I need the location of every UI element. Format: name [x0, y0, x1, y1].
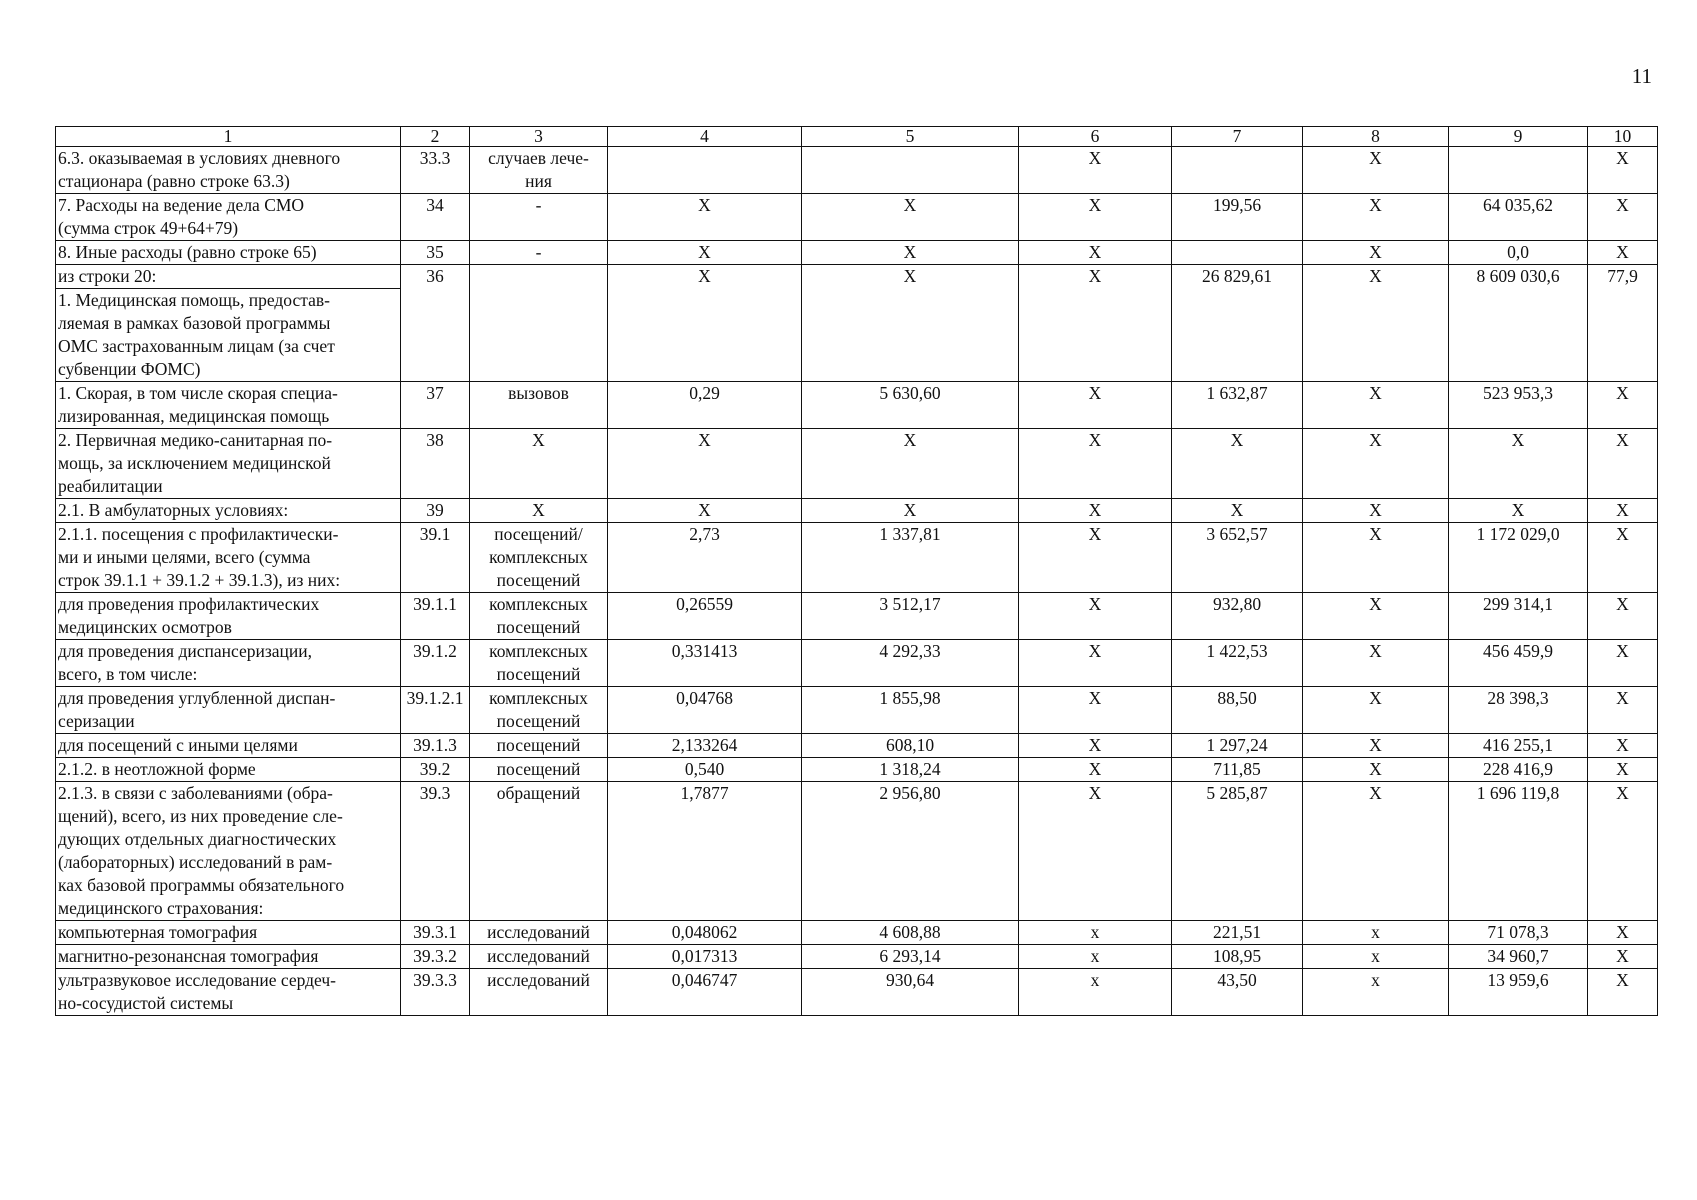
unit-cell [470, 265, 608, 289]
col10-value-cell: X [1588, 782, 1658, 921]
row-code-cell: 39.1.2 [401, 640, 470, 687]
col5-value-cell: X [802, 429, 1019, 499]
col10-value-cell: X [1588, 382, 1658, 429]
row-code-cell [401, 289, 470, 382]
unit-cell [470, 758, 608, 782]
col8-value-cell: X [1303, 687, 1449, 734]
col8-value-cell: X [1303, 782, 1449, 921]
col5-value-cell: 5 630,60 [802, 382, 1019, 429]
row-name-cell [56, 194, 401, 241]
row-name-cell [56, 241, 401, 265]
col5-value-cell: 930,64 [802, 969, 1019, 1016]
row-code-cell: 39.2 [401, 758, 470, 782]
unit-line: посещений [496, 735, 581, 755]
row-name-line: реабилитации [58, 476, 163, 496]
row-code-cell: 39.3.1 [401, 921, 470, 945]
unit-line: комплексных [489, 547, 588, 567]
col6-value-cell: X [1019, 499, 1172, 523]
col4-value-cell: X [608, 429, 802, 499]
row-code-cell: 39.3 [401, 782, 470, 921]
row-name-line: мощь, за исключением медицинской [58, 453, 331, 473]
col8-value-cell: x [1303, 969, 1449, 1016]
col6-value-cell: X [1019, 429, 1172, 499]
row-name-line: 6.3. оказываемая в условиях дневного [58, 148, 341, 168]
unit-line: случаев лече- [488, 148, 589, 168]
table-row [56, 241, 1658, 265]
row-name-line: ляемая в рамках базовой программы [58, 313, 331, 333]
row-name-line: 8. Иные расходы (равно строке 65) [58, 242, 317, 262]
unit-cell [470, 640, 608, 687]
col6-value-cell: X [1019, 782, 1172, 921]
unit-cell [470, 734, 608, 758]
col7-value-cell: 43,50 [1172, 969, 1303, 1016]
row-name-cell [56, 289, 401, 382]
col4-value-cell: X [608, 265, 802, 289]
row-name-cell [56, 945, 401, 969]
col6-value-cell: X [1019, 640, 1172, 687]
unit-line: - [535, 195, 542, 215]
col6-value-cell: X [1019, 734, 1172, 758]
data-table [55, 126, 1658, 1016]
col7-value-cell: 199,56 [1172, 194, 1303, 241]
col9-value-cell: X [1449, 499, 1588, 523]
col4-value-cell: X [608, 499, 802, 523]
col7-value-cell: X [1172, 499, 1303, 523]
row-name-cell [56, 523, 401, 593]
unit-line: посещений/ [494, 524, 583, 544]
row-name-line: 2.1. В амбулаторных условиях: [58, 500, 289, 520]
col9-value-cell: 228 416,9 [1449, 758, 1588, 782]
col8-value-cell: X [1303, 241, 1449, 265]
col6-value-cell: X [1019, 265, 1172, 289]
row-name-line: из строки 20: [58, 266, 157, 286]
col9-value-cell: 71 078,3 [1449, 921, 1588, 945]
col9-value-cell: X [1449, 429, 1588, 499]
col8-value-cell: X [1303, 593, 1449, 640]
col6-value-cell: X [1019, 194, 1172, 241]
row-name-line: 2. Первичная медико-санитарная по- [58, 430, 333, 450]
col4-value-cell: 0,29 [608, 382, 802, 429]
col8-value-cell: X [1303, 523, 1449, 593]
data-table-container [55, 126, 1657, 1016]
table-row [56, 194, 1658, 241]
col9-value-cell: 456 459,9 [1449, 640, 1588, 687]
table-row [56, 640, 1658, 687]
unit-cell [470, 499, 608, 523]
table-row [56, 969, 1658, 1016]
row-name-cell [56, 969, 401, 1016]
unit-cell [470, 194, 608, 241]
col10-value-cell: X [1588, 945, 1658, 969]
row-name-cell [56, 687, 401, 734]
row-name-line: ультразвуковое исследование сердеч- [58, 970, 336, 990]
col5-value-cell: 1 855,98 [802, 687, 1019, 734]
col10-value-cell: X [1588, 921, 1658, 945]
table-row [56, 499, 1658, 523]
row-code-cell: 39.1.3 [401, 734, 470, 758]
row-name-line: строк 39.1.1 + 39.1.2 + 39.1.3), из них: [58, 570, 341, 590]
col5-value-cell: 4 292,33 [802, 640, 1019, 687]
table-row [56, 782, 1658, 921]
col9-value-cell: 1 172 029,0 [1449, 523, 1588, 593]
col5-value-cell [802, 289, 1019, 382]
col8-value-cell: X [1303, 758, 1449, 782]
col7-value-cell: 5 285,87 [1172, 782, 1303, 921]
unit-line: посещений [496, 664, 581, 684]
col8-value-cell: X [1303, 640, 1449, 687]
table-row [56, 687, 1658, 734]
column-header: 4 [608, 127, 802, 147]
unit-cell [470, 593, 608, 640]
col10-value-cell: 77,9 [1588, 265, 1658, 289]
col10-value-cell: X [1588, 429, 1658, 499]
unit-cell [470, 969, 608, 1016]
page-number: 11 [1631, 64, 1652, 88]
table-row [56, 734, 1658, 758]
unit-line: исследований [487, 922, 590, 942]
col6-value-cell: X [1019, 758, 1172, 782]
col7-value-cell [1172, 289, 1303, 382]
unit-cell [470, 147, 608, 194]
col8-value-cell: X [1303, 265, 1449, 289]
col8-value-cell: X [1303, 734, 1449, 758]
unit-line: комплексных [489, 688, 588, 708]
col9-value-cell: 28 398,3 [1449, 687, 1588, 734]
table-header-row [56, 127, 1658, 147]
col7-value-cell [1172, 147, 1303, 194]
row-name-cell [56, 499, 401, 523]
row-name-line: лизированная, медицинская помощь [58, 406, 330, 426]
col4-value-cell: 0,26559 [608, 593, 802, 640]
col9-value-cell [1449, 147, 1588, 194]
row-name-cell [56, 758, 401, 782]
col7-value-cell: 26 829,61 [1172, 265, 1303, 289]
unit-line: обращений [496, 783, 581, 803]
unit-line: посещений [496, 759, 581, 779]
row-code-cell: 35 [401, 241, 470, 265]
unit-line: посещений [496, 617, 581, 637]
col9-value-cell: 64 035,62 [1449, 194, 1588, 241]
row-name-line: ОМС застрахованным лицам (за счет [58, 336, 335, 356]
col10-value-cell: X [1588, 241, 1658, 265]
column-header: 10 [1588, 127, 1658, 147]
row-name-line: 7. Расходы на ведение дела СМО [58, 195, 305, 215]
row-name-line: 2.1.3. в связи с заболеваниями (обра- [58, 783, 333, 803]
col5-value-cell [802, 147, 1019, 194]
col6-value-cell: X [1019, 147, 1172, 194]
col8-value-cell: X [1303, 147, 1449, 194]
unit-cell [470, 687, 608, 734]
column-header: 2 [401, 127, 470, 147]
col5-value-cell: 1 337,81 [802, 523, 1019, 593]
col7-value-cell [1172, 241, 1303, 265]
col5-value-cell: 2 956,80 [802, 782, 1019, 921]
table-row [56, 289, 1658, 382]
col9-value-cell: 8 609 030,6 [1449, 265, 1588, 289]
col8-value-cell: x [1303, 921, 1449, 945]
row-code-cell: 34 [401, 194, 470, 241]
col6-value-cell [1019, 289, 1172, 382]
row-name-line: 2.1.1. посещения с профилактически- [58, 524, 339, 544]
col8-value-cell: X [1303, 429, 1449, 499]
row-name-line: стационара (равно строке 63.3) [58, 171, 290, 191]
col6-value-cell: x [1019, 945, 1172, 969]
col7-value-cell: 711,85 [1172, 758, 1303, 782]
col7-value-cell: 221,51 [1172, 921, 1303, 945]
col10-value-cell: X [1588, 499, 1658, 523]
row-name-line: но-сосудистой системы [58, 993, 234, 1013]
col6-value-cell: X [1019, 241, 1172, 265]
column-header: 5 [802, 127, 1019, 147]
col7-value-cell: 1 632,87 [1172, 382, 1303, 429]
row-name-cell [56, 382, 401, 429]
row-name-cell [56, 734, 401, 758]
table-row [56, 921, 1658, 945]
row-name-line: (лабораторных) исследований в рам- [58, 852, 333, 872]
row-name-cell [56, 593, 401, 640]
table-row [56, 147, 1658, 194]
col5-value-cell: 6 293,14 [802, 945, 1019, 969]
row-code-cell: 39.3.3 [401, 969, 470, 1016]
col10-value-cell: X [1588, 194, 1658, 241]
col7-value-cell: 1 297,24 [1172, 734, 1303, 758]
row-name-cell [56, 921, 401, 945]
row-code-cell: 39.1.1 [401, 593, 470, 640]
col6-value-cell: x [1019, 921, 1172, 945]
row-name-line: для проведения профилактических [58, 594, 320, 614]
col9-value-cell: 1 696 119,8 [1449, 782, 1588, 921]
unit-line: комплексных [489, 641, 588, 661]
row-name-line: всего, в том числе: [58, 664, 198, 684]
table-row [56, 382, 1658, 429]
row-name-line: медицинских осмотров [58, 617, 232, 637]
col5-value-cell: 3 512,17 [802, 593, 1019, 640]
col4-value-cell: 0,540 [608, 758, 802, 782]
col7-value-cell: 1 422,53 [1172, 640, 1303, 687]
col10-value-cell: X [1588, 523, 1658, 593]
unit-cell [470, 523, 608, 593]
col7-value-cell: X [1172, 429, 1303, 499]
row-code-cell: 33.3 [401, 147, 470, 194]
table-row [56, 523, 1658, 593]
col4-value-cell: 0,046747 [608, 969, 802, 1016]
col9-value-cell [1449, 289, 1588, 382]
column-header: 1 [56, 127, 401, 147]
table-row [56, 429, 1658, 499]
col5-value-cell: 4 608,88 [802, 921, 1019, 945]
col5-value-cell: X [802, 194, 1019, 241]
unit-line: посещений [496, 711, 581, 731]
unit-line: исследований [487, 970, 590, 990]
col9-value-cell: 299 314,1 [1449, 593, 1588, 640]
table-row [56, 758, 1658, 782]
unit-line: комплексных [489, 594, 588, 614]
row-name-line: субвенции ФОМС) [58, 359, 201, 379]
col4-value-cell: 2,133264 [608, 734, 802, 758]
row-code-cell: 39 [401, 499, 470, 523]
col4-value-cell: 1,7877 [608, 782, 802, 921]
row-code-cell: 39.1 [401, 523, 470, 593]
row-name-line: дующих отдельных диагностических [58, 829, 337, 849]
unit-cell [470, 945, 608, 969]
column-header: 6 [1019, 127, 1172, 147]
col4-value-cell: 0,04768 [608, 687, 802, 734]
unit-cell [470, 289, 608, 382]
col4-value-cell [608, 289, 802, 382]
row-name-line: компьютерная томография [58, 922, 258, 942]
row-name-line: для проведения углубленной диспан- [58, 688, 336, 708]
row-name-line: для посещений с иными целями [58, 735, 298, 755]
col5-value-cell: X [802, 265, 1019, 289]
col7-value-cell: 108,95 [1172, 945, 1303, 969]
column-header: 7 [1172, 127, 1303, 147]
unit-line: X [532, 500, 545, 520]
row-name-line: ми и иными целями, всего (сумма [58, 547, 311, 567]
col10-value-cell: X [1588, 687, 1658, 734]
col4-value-cell: 0,048062 [608, 921, 802, 945]
unit-cell [470, 429, 608, 499]
row-code-cell: 37 [401, 382, 470, 429]
col8-value-cell: x [1303, 945, 1449, 969]
col4-value-cell: X [608, 194, 802, 241]
col10-value-cell: X [1588, 147, 1658, 194]
col6-value-cell: X [1019, 523, 1172, 593]
col10-value-cell: X [1588, 593, 1658, 640]
row-name-line: 1. Медицинская помощь, предостав- [58, 290, 330, 310]
row-name-line: серизации [58, 711, 135, 731]
col5-value-cell: X [802, 241, 1019, 265]
col6-value-cell: X [1019, 382, 1172, 429]
row-code-cell: 39.1.2.1 [401, 687, 470, 734]
unit-line: вызовов [508, 383, 569, 403]
table-row [56, 593, 1658, 640]
col4-value-cell: 2,73 [608, 523, 802, 593]
col6-value-cell: X [1019, 687, 1172, 734]
col10-value-cell: X [1588, 758, 1658, 782]
col8-value-cell: X [1303, 499, 1449, 523]
row-name-line: 2.1.2. в неотложной форме [58, 759, 256, 779]
row-name-line: медицинского страхования: [58, 898, 264, 918]
row-name-line: 1. Скорая, в том числе скорая специа- [58, 383, 338, 403]
col6-value-cell: X [1019, 593, 1172, 640]
col6-value-cell: x [1019, 969, 1172, 1016]
col9-value-cell: 523 953,3 [1449, 382, 1588, 429]
col9-value-cell: 416 255,1 [1449, 734, 1588, 758]
row-code-cell: 38 [401, 429, 470, 499]
col10-value-cell: X [1588, 969, 1658, 1016]
col9-value-cell: 34 960,7 [1449, 945, 1588, 969]
col5-value-cell: X [802, 499, 1019, 523]
col5-value-cell: 608,10 [802, 734, 1019, 758]
unit-line: X [532, 430, 545, 450]
column-header: 9 [1449, 127, 1588, 147]
row-name-line: ках базовой программы обязательного [58, 875, 345, 895]
col4-value-cell: 0,331413 [608, 640, 802, 687]
col9-value-cell: 13 959,6 [1449, 969, 1588, 1016]
table-row [56, 265, 1658, 289]
table-row [56, 945, 1658, 969]
row-code-cell: 36 [401, 265, 470, 289]
col10-value-cell: X [1588, 640, 1658, 687]
row-name-cell [56, 782, 401, 921]
row-name-cell [56, 265, 401, 289]
unit-line: исследований [487, 946, 590, 966]
col7-value-cell: 932,80 [1172, 593, 1303, 640]
unit-line: - [535, 242, 542, 262]
row-code-cell: 39.3.2 [401, 945, 470, 969]
col8-value-cell: X [1303, 382, 1449, 429]
row-name-line: щений), всего, из них проведение сле- [58, 806, 343, 826]
col7-value-cell: 3 652,57 [1172, 523, 1303, 593]
col7-value-cell: 88,50 [1172, 687, 1303, 734]
unit-cell [470, 382, 608, 429]
col4-value-cell: X [608, 241, 802, 265]
row-name-cell [56, 147, 401, 194]
col5-value-cell: 1 318,24 [802, 758, 1019, 782]
unit-cell [470, 782, 608, 921]
row-name-cell [56, 640, 401, 687]
col4-value-cell [608, 147, 802, 194]
row-name-line: для проведения диспансеризации, [58, 641, 312, 661]
col4-value-cell: 0,017313 [608, 945, 802, 969]
col8-value-cell: X [1303, 194, 1449, 241]
col8-value-cell [1303, 289, 1449, 382]
row-name-line: магнитно-резонансная томография [58, 946, 319, 966]
unit-cell [470, 241, 608, 265]
col10-value-cell [1588, 289, 1658, 382]
col9-value-cell: 0,0 [1449, 241, 1588, 265]
unit-line: ния [525, 171, 552, 191]
unit-line: посещений [496, 570, 581, 590]
column-header: 8 [1303, 127, 1449, 147]
row-name-line: (сумма строк 49+64+79) [58, 218, 239, 238]
row-name-cell [56, 429, 401, 499]
unit-cell [470, 921, 608, 945]
column-header: 3 [470, 127, 608, 147]
col10-value-cell: X [1588, 734, 1658, 758]
